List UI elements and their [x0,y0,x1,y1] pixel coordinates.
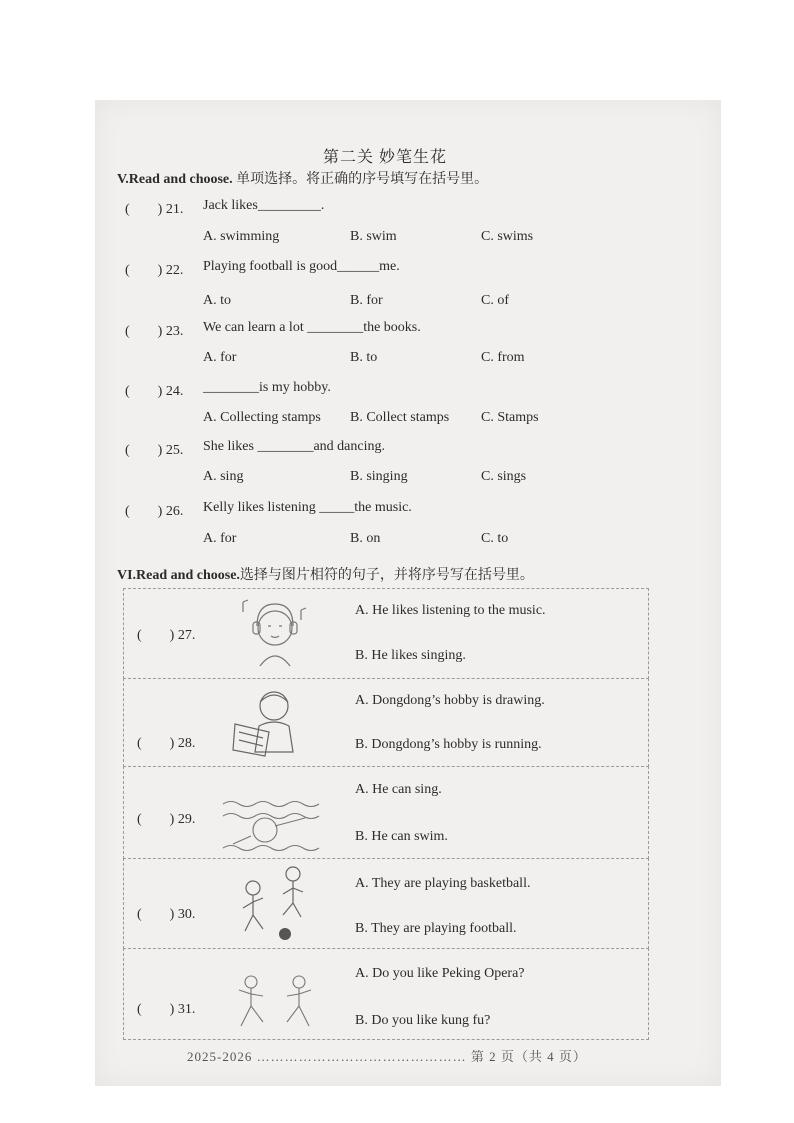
section-6-heading [117,564,534,584]
boy-with-headphones-picture [235,596,315,674]
question-stem: Kelly likes listening _____the music. [203,500,412,515]
question-number: ( ) 27. [137,628,196,643]
option-a: A. Collecting stamps [203,410,321,425]
section-5-heading-cn: 单项选择。将正确的序号填写在括号里。 [236,172,489,187]
boys-doing-kung-fu-picture [229,968,325,1038]
option-a: A. They are playing basketball. [355,876,531,891]
picture-question-box [123,588,649,679]
question-stem: She likes ________and dancing. [203,439,385,454]
boy-drawing-picture [229,684,307,762]
section-6-heading-en: VI.Read and choose. [117,568,240,583]
option-b: B. They are playing football. [355,921,517,936]
option-a: A. Dongdong’s hobby is drawing. [355,693,545,708]
section-5-heading-en: V.Read and choose. [117,172,233,187]
option-c: C. from [481,350,525,365]
option-b: B. Do you like kung fu? [355,1013,491,1028]
question-stem: We can learn a lot ________the books. [203,320,421,335]
question-number: ( ) 28. [137,736,196,751]
page-title: 第二关 妙笔生花 [323,149,448,166]
option-b: B. Collect stamps [350,410,450,425]
option-a: A. Do you like Peking Opera? [355,966,525,981]
option-a: A. swimming [203,229,280,244]
section-5-heading [117,168,488,188]
boy-swimming-picture [221,790,327,858]
option-c: C. Stamps [481,410,539,425]
option-b: B. to [350,350,378,365]
option-a: A. He likes listening to the music. [355,603,546,618]
option-a: A. for [203,350,237,365]
exam-paper [95,100,721,1086]
option-c: C. swims [481,229,534,244]
option-a: A. for [203,531,237,546]
question-number: ( ) 21. [125,202,184,217]
question-number: ( ) 24. [125,384,184,399]
question-number: ( ) 30. [137,907,196,922]
option-b: B. Dongdong’s hobby is running. [355,737,542,752]
question-stem: Playing football is good______me. [203,259,400,274]
page-footer: 2025-2026 ……………………………………… 第 2 页（共 4 页） [187,1049,587,1064]
option-a: A. to [203,293,231,308]
question-stem: ________is my hobby. [203,380,331,395]
option-c: C. sings [481,469,527,484]
option-c: C. of [481,293,509,308]
section-6-heading-cn: 选择与图片相符的句子，并将序号写在括号里。 [239,568,534,583]
picture-question-box [123,766,649,859]
question-number: ( ) 25. [125,443,184,458]
option-a: A. He can sing. [355,782,442,797]
option-b: B. He can swim. [355,829,448,844]
question-number: ( ) 26. [125,504,184,519]
option-a: A. sing [203,469,244,484]
option-b: B. singing [350,469,408,484]
option-c: C. to [481,531,509,546]
question-number: ( ) 23. [125,324,184,339]
option-b: B. He likes singing. [355,648,466,663]
question-number: ( ) 31. [137,1002,196,1017]
question-stem: Jack likes_________. [203,198,325,213]
picture-question-box [123,678,649,767]
option-b: B. for [350,293,383,308]
option-b: B. on [350,531,381,546]
option-b: B. swim [350,229,397,244]
question-number: ( ) 22. [125,263,184,278]
boys-playing-football-picture [231,862,321,946]
question-number: ( ) 29. [137,812,196,827]
